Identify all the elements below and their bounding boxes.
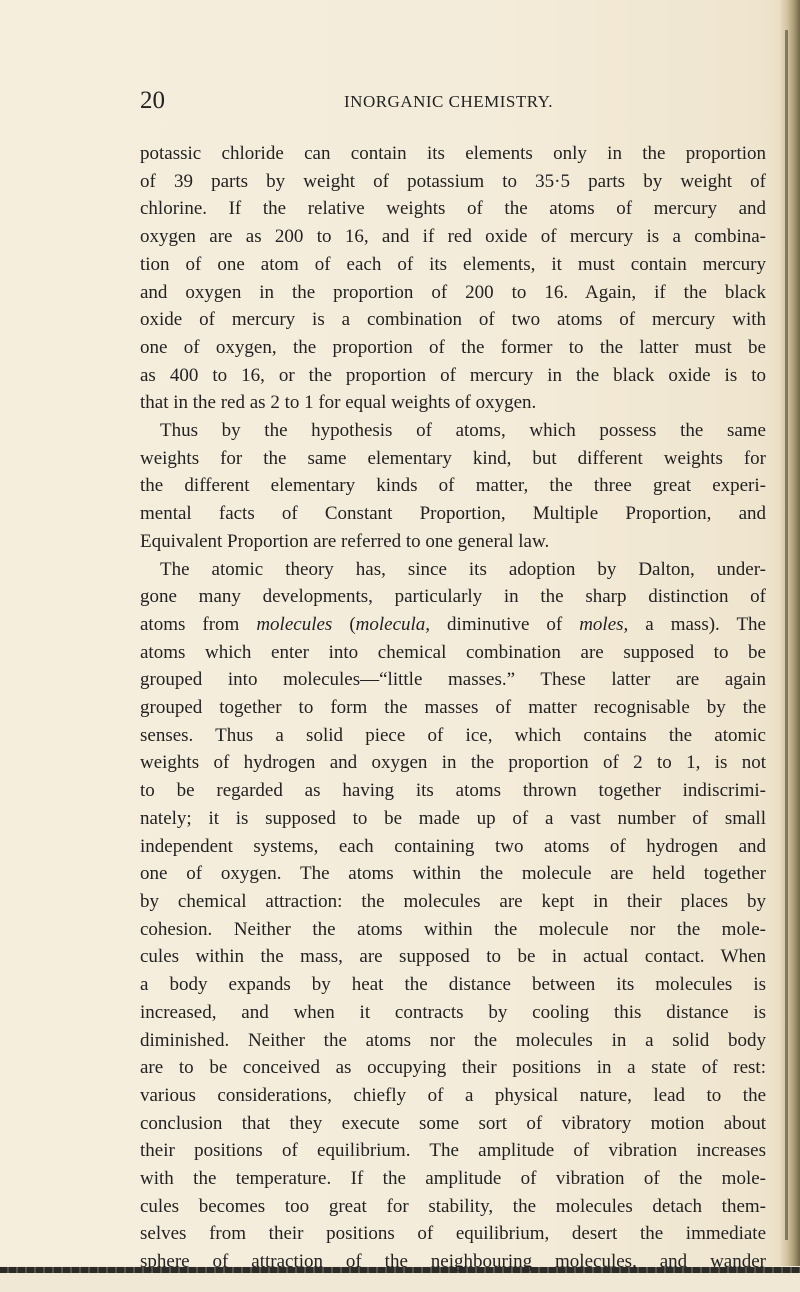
text-line: tion of one atom of each of its elements, it must contain mercury bbox=[140, 253, 766, 275]
text-line: Equivalent Proportion are referred to one general law. bbox=[140, 530, 550, 552]
text-line: weights of hydrogen and oxygen in the proportion of 2 to 1, is not bbox=[140, 752, 766, 774]
text-line: a body expands by heat the distance between its molecules is bbox=[140, 974, 766, 996]
italic-term-molecula: molecula, bbox=[355, 613, 431, 635]
text-line: with the temperature. If the amplitude of vibration of the mole- bbox=[140, 1168, 766, 1190]
text-run: ( bbox=[332, 613, 356, 635]
text-line: independent systems, each containing two atoms of hydrogen and bbox=[140, 835, 766, 857]
text-line: cules within the mass, are supposed to be in actual contact. When bbox=[140, 946, 766, 968]
text-line: oxide of mercury is a combination of two atoms of mercury with bbox=[140, 309, 766, 331]
text-line: increased, and when it contracts by cooling this distance is bbox=[140, 1001, 766, 1023]
text-line: potassic chloride can contain its elements only in the proportion bbox=[140, 143, 766, 164]
page-header bbox=[140, 86, 780, 116]
text-line: grouped together to form the masses of matter recognisable by the bbox=[140, 697, 766, 719]
paragraph-start-line: The atomic theory has, since its adoption by Dalton, under- bbox=[160, 558, 766, 580]
text-line: the different elementary kinds of matter, the three great experi- bbox=[140, 475, 766, 497]
text-line: sphere of attraction of the neighbouring molecules, and wander bbox=[140, 1251, 766, 1273]
text-line: one of oxygen. The atoms within the molecule are held together bbox=[140, 863, 766, 885]
italic-term-molecules: molecules bbox=[256, 613, 333, 635]
text-line: are to be conceived as occupying their positions in a state of rest: bbox=[140, 1057, 766, 1079]
running-title: INORGANIC CHEMISTRY. bbox=[344, 92, 553, 111]
text-line: as 400 to 16, or the proportion of mercury in the black oxide is to bbox=[140, 364, 766, 386]
text-line: oxygen are as 200 to 16, and if red oxide of mercury is a combina- bbox=[140, 226, 766, 248]
text-line: their positions of equilibrium. The amplitude of vibration increases bbox=[140, 1140, 766, 1162]
text-line: atoms which enter into chemical combination are supposed to be bbox=[140, 641, 766, 663]
text-line: grouped into molecules—“little masses.” These latter are again bbox=[140, 669, 766, 691]
text-line: that in the red as 2 to 1 for equal weights of oxygen. bbox=[140, 392, 537, 414]
text-run: diminutive of bbox=[430, 613, 580, 635]
text-line: by chemical attraction: the molecules are kept in their places by bbox=[140, 890, 766, 912]
text-line: one of oxygen, the proportion of the former to the latter must be bbox=[140, 336, 766, 358]
text-run: a mass). The bbox=[628, 613, 766, 635]
text-line: mental facts of Constant Proportion, Multiple Proportion, and bbox=[140, 503, 766, 525]
text-line-with-italics bbox=[140, 611, 766, 639]
text-line: gone many developments, particularly in the sharp distinction of bbox=[140, 586, 766, 608]
text-line: cules becomes too great for stability, the molecules detach them- bbox=[140, 1195, 766, 1217]
text-line: and oxygen in the proportion of 200 to 16. Again, if the black bbox=[140, 281, 766, 303]
text-line: conclusion that they execute some sort of vibratory motion about bbox=[140, 1112, 766, 1134]
page-edge-shadow bbox=[785, 30, 788, 1240]
page-number: 20 bbox=[140, 87, 165, 114]
paragraph-start-line: Thus by the hypothesis of atoms, which possess the same bbox=[160, 420, 766, 442]
text-line: chlorine. If the relative weights of the atoms of mercury and bbox=[140, 198, 766, 220]
text-line: weights for the same elementary kind, but different weights for bbox=[140, 447, 766, 469]
body-text bbox=[140, 140, 766, 1276]
text-line: senses. Thus a solid piece of ice, which contains the atomic bbox=[140, 724, 766, 746]
text-line: diminished. Neither the atoms nor the molecules in a solid body bbox=[140, 1029, 766, 1051]
text-run: atoms from bbox=[140, 613, 257, 635]
text-line: various considerations, chiefly of a physical nature, lead to the bbox=[140, 1084, 766, 1106]
italic-term-moles: moles, bbox=[579, 613, 629, 635]
text-line: nately; it is supposed to be made up of a vast number of small bbox=[140, 807, 766, 829]
text-line: cohesion. Neither the atoms within the molecule nor the mole- bbox=[140, 918, 766, 940]
text-line: selves from their positions of equilibrium, desert the immediate bbox=[140, 1223, 766, 1245]
text-line: of 39 parts by weight of potassium to 35·5 parts by weight of bbox=[140, 170, 766, 192]
page-right-edge bbox=[780, 0, 800, 1292]
text-line: to be regarded as having its atoms thrown together indiscrimi- bbox=[140, 780, 766, 802]
